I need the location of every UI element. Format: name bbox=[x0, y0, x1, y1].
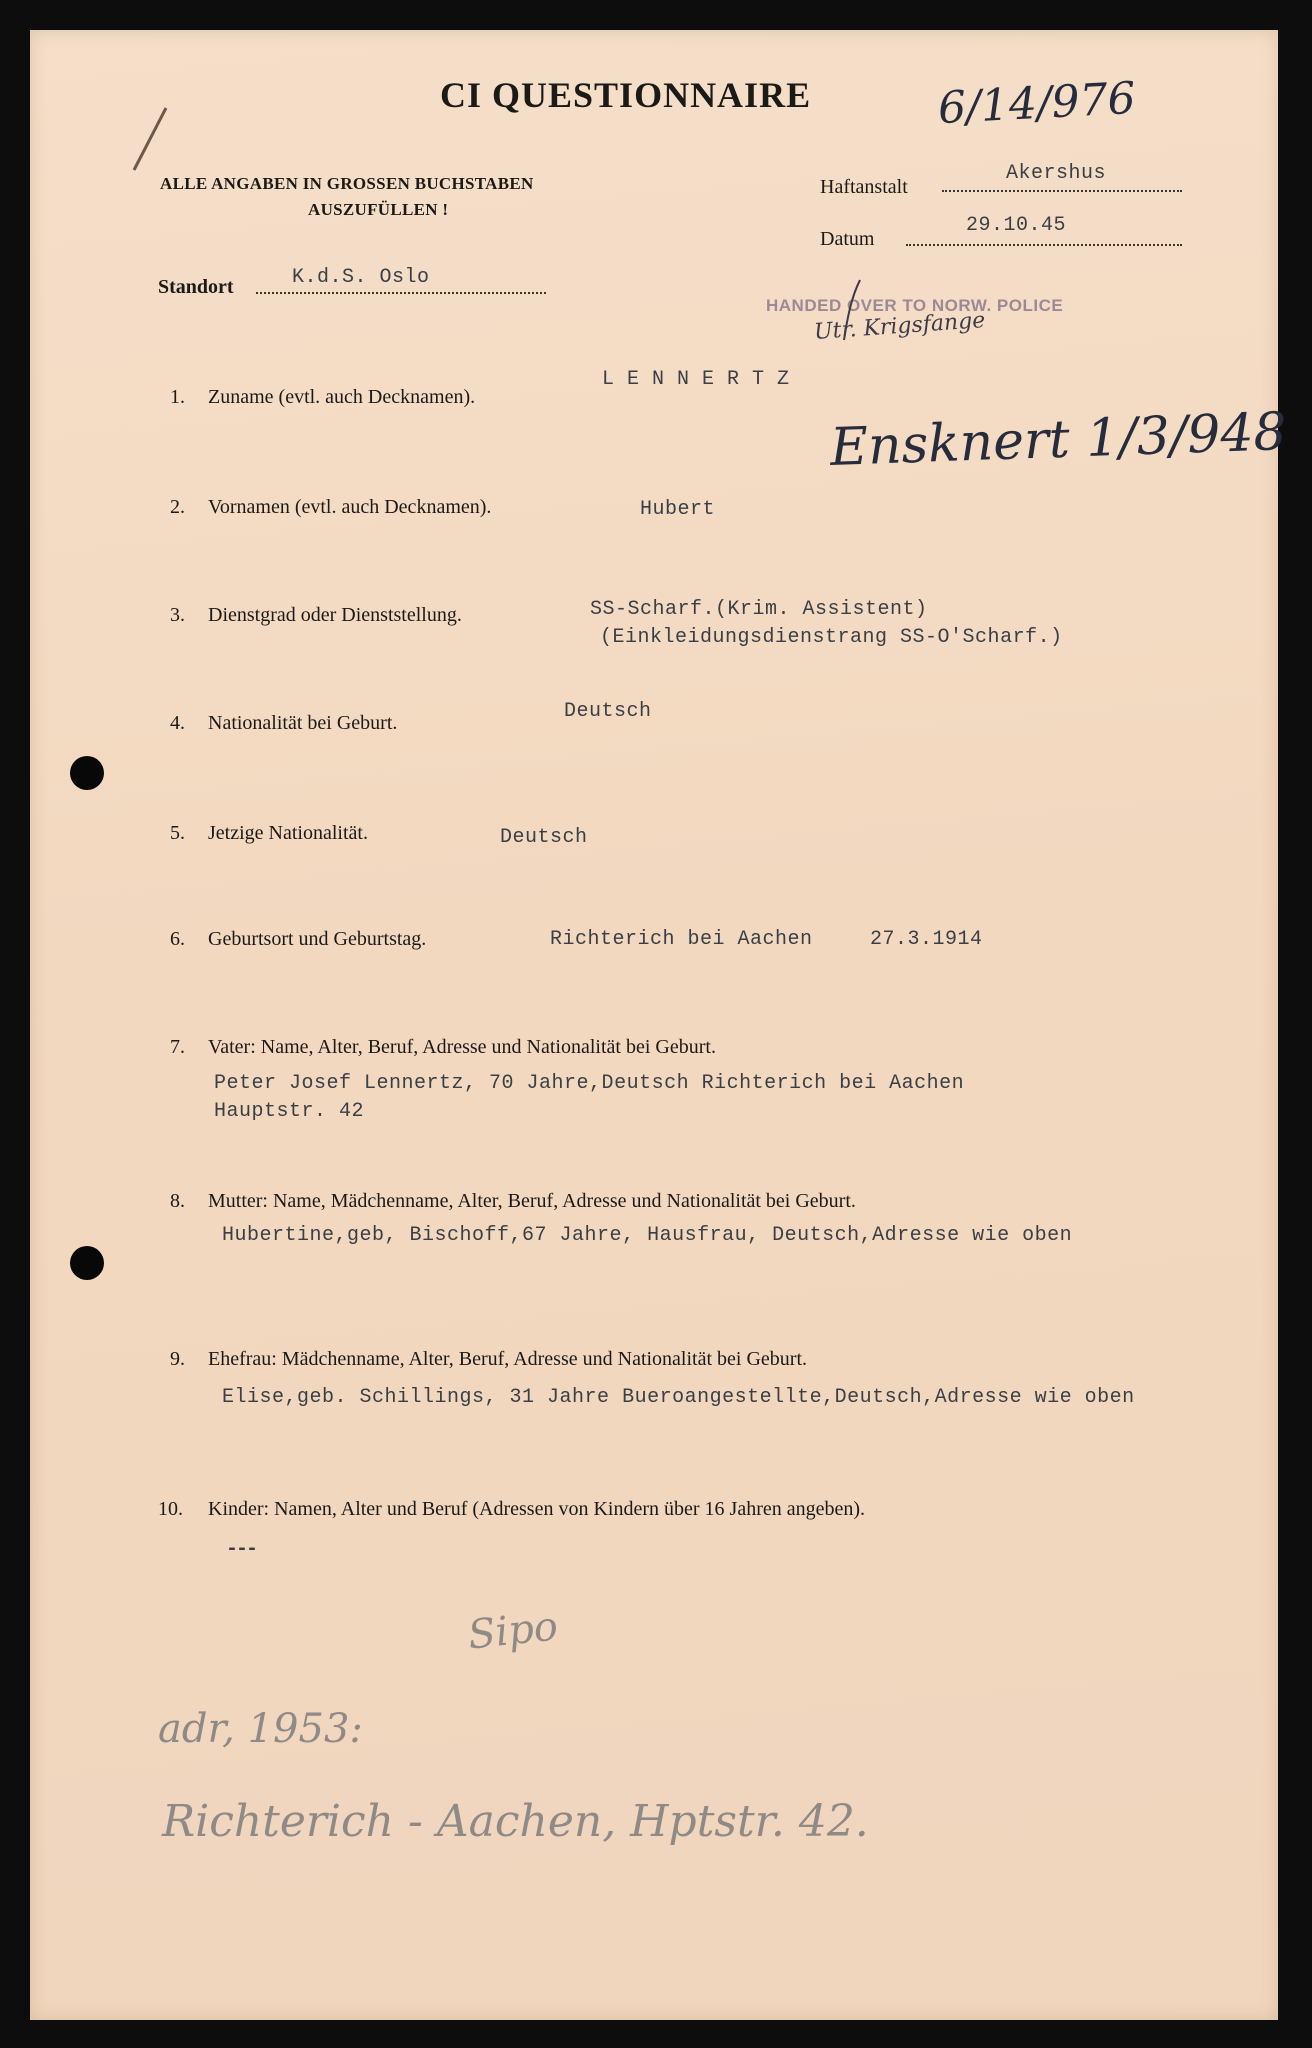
q3-answer-line-2: (Einkleidungsdienstrang SS-O'Scharf.) bbox=[600, 626, 1063, 649]
q3-answer-line-1: SS-Scharf.(Krim. Assistent) bbox=[590, 598, 928, 621]
q1-label: Zuname (evtl. auch Decknamen). bbox=[208, 386, 476, 408]
standort-value: K.d.S. Oslo bbox=[292, 266, 430, 289]
haftanstalt-value: Akershus bbox=[1006, 162, 1107, 185]
q8-answer: Hubertine,geb, Bischoff,67 Jahre, Hausfrau, Deutsch,Adresse wie oben bbox=[222, 1224, 1073, 1247]
q4-answer: Deutsch bbox=[564, 700, 652, 723]
standort-dotted-line bbox=[256, 292, 546, 294]
q8-number: 8. bbox=[170, 1190, 185, 1212]
q10-label: Kinder: Namen, Alter und Beruf (Adressen von Kindern über 16 Jahren angeben). bbox=[208, 1498, 866, 1520]
q1-number: 1. bbox=[170, 386, 185, 408]
datum-dotted-line bbox=[906, 244, 1182, 246]
q7-label: Vater: Name, Alter, Beruf, Adresse und Nationalität bei Geburt. bbox=[208, 1036, 716, 1058]
punch-hole-bottom bbox=[70, 1246, 104, 1280]
q4-number: 4. bbox=[170, 712, 185, 734]
q8-label: Mutter: Name, Mädchenname, Alter, Beruf, Adresse und Nationalität bei Geburt. bbox=[208, 1190, 856, 1212]
pencil-mark-icon bbox=[116, 100, 176, 180]
q6-answer-date: 27.3.1914 bbox=[870, 928, 983, 951]
questionnaire-sheet bbox=[30, 30, 1288, 2020]
datum-label: Datum bbox=[820, 228, 875, 250]
q2-label: Vornamen (evtl. auch Decknamen). bbox=[208, 496, 492, 518]
haftanstalt-label: Haftanstalt bbox=[820, 176, 908, 198]
q7-answer-line-1: Peter Josef Lennertz, 70 Jahre,Deutsch Richterich bei Aachen bbox=[214, 1072, 965, 1095]
handwritten-note: Ensknert 1/3/948 bbox=[829, 402, 1288, 478]
pencil-sipo-note: Sipo bbox=[465, 1603, 561, 1659]
q9-label: Ehefrau: Mädchenname, Alter, Beruf, Adresse und Nationalität bei Geburt. bbox=[208, 1348, 808, 1370]
q3-number: 3. bbox=[170, 604, 185, 626]
q4-label: Nationalität bei Geburt. bbox=[208, 712, 398, 734]
datum-value: 29.10.45 bbox=[966, 214, 1067, 237]
q9-answer: Elise,geb. Schillings, 31 Jahre Bueroangestellte,Deutsch,Adresse wie oben bbox=[222, 1386, 1135, 1409]
q2-answer: Hubert bbox=[640, 498, 716, 521]
stamp-handwriting: Utr. Krigsfange bbox=[813, 308, 987, 345]
pencil-address-line: Richterich - Aachen, Hptstr. 42. bbox=[162, 1796, 869, 1847]
pencil-address-year: adr, 1953: bbox=[158, 1706, 363, 1752]
q5-label: Jetzige Nationalität. bbox=[208, 822, 368, 844]
q5-answer: Deutsch bbox=[500, 826, 588, 849]
file-number-handwritten: 6/14/976 bbox=[936, 72, 1137, 135]
q1-answer: L E N N E R T Z bbox=[602, 368, 790, 391]
q9-number: 9. bbox=[170, 1348, 185, 1370]
q7-number: 7. bbox=[170, 1036, 185, 1058]
q7-answer-line-2: Hauptstr. 42 bbox=[214, 1100, 365, 1123]
punch-hole-top bbox=[70, 756, 104, 790]
instruction-line-1: ALLE ANGABEN IN GROSSEN BUCHSTABEN bbox=[160, 174, 534, 193]
standort-label: Standort bbox=[158, 276, 234, 298]
q5-number: 5. bbox=[170, 822, 185, 844]
instruction-line-2: AUSZUFÜLLEN ! bbox=[308, 200, 449, 219]
handed-over-stamp: HANDED OVER TO NORW. POLICE bbox=[766, 296, 1064, 315]
q2-number: 2. bbox=[170, 496, 185, 518]
q10-answer: --- bbox=[226, 1538, 257, 1561]
page-title: CI QUESTIONNAIRE bbox=[440, 75, 812, 115]
q6-number: 6. bbox=[170, 928, 185, 950]
q3-label: Dienstgrad oder Dienststellung. bbox=[208, 604, 462, 626]
q10-number: 10. bbox=[158, 1498, 183, 1520]
stamp-signature-stroke-icon bbox=[838, 276, 878, 346]
q6-answer-place: Richterich bei Aachen bbox=[550, 928, 813, 951]
haftanstalt-dotted-line bbox=[942, 190, 1182, 192]
q6-label: Geburtsort und Geburtstag. bbox=[208, 928, 427, 950]
